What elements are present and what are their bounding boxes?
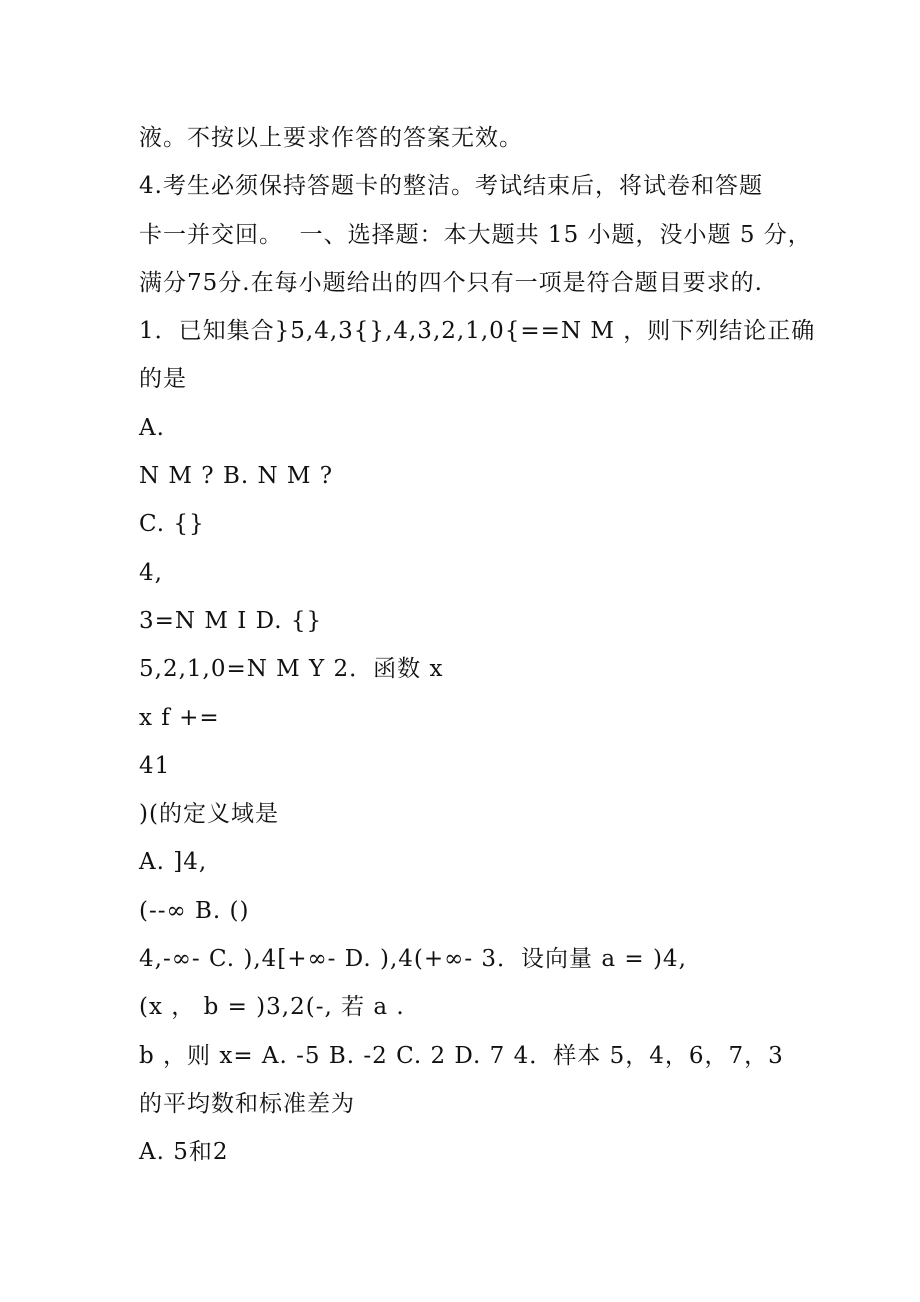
text-line: 3=N M I D. {} xyxy=(139,607,323,634)
text-line: A. ]4, xyxy=(139,849,208,876)
text-line: 卡一并交回。 一、选择题：本大题共 15 小题，没小题 5 分， xyxy=(139,221,812,248)
text-line: 1．已知集合}5,4,3{},4,3,2,1,0{==N M ，则下列结论正确 xyxy=(139,318,816,345)
text-line: N M ? B. N M ? xyxy=(139,463,334,490)
text-line: 的是 xyxy=(139,366,187,393)
text-line: (x ， b = )3,2(-, 若 a . xyxy=(139,994,405,1021)
text-line: 4.考生必须保持答题卡的整洁。考试结束后，将试卷和答题 xyxy=(139,173,763,200)
text-line: 4, xyxy=(139,559,163,586)
text-line: 液。不按以上要求作答的答案无效。 xyxy=(139,125,523,151)
text-line: 41 xyxy=(139,752,171,779)
text-line: b ，则 x= A. -5 B. -2 C. 2 D. 7 4．样本 5，4，6，7，3 xyxy=(139,1042,784,1069)
text-line: C. {} xyxy=(139,511,205,538)
text-body xyxy=(139,114,839,1177)
text-line: 满分75分.在每小题给出的四个只有一项是符合题目要求的. xyxy=(139,269,763,296)
text-line: A. xyxy=(139,414,165,441)
text-line: 5,2,1,0=N M Y 2．函数 x xyxy=(139,656,444,683)
text-line: 的平均数和标准差为 xyxy=(139,1090,355,1117)
text-line: A. 5和2 xyxy=(139,1139,229,1166)
text-line: x f += xyxy=(139,704,220,731)
text-line: (--∞ B. () xyxy=(139,897,250,924)
text-line: 4,-∞- C. ),4[+∞- D. ),4(+∞- 3．设向量 a = )4, xyxy=(139,946,687,973)
text-line: )(的定义域是 xyxy=(139,801,279,828)
